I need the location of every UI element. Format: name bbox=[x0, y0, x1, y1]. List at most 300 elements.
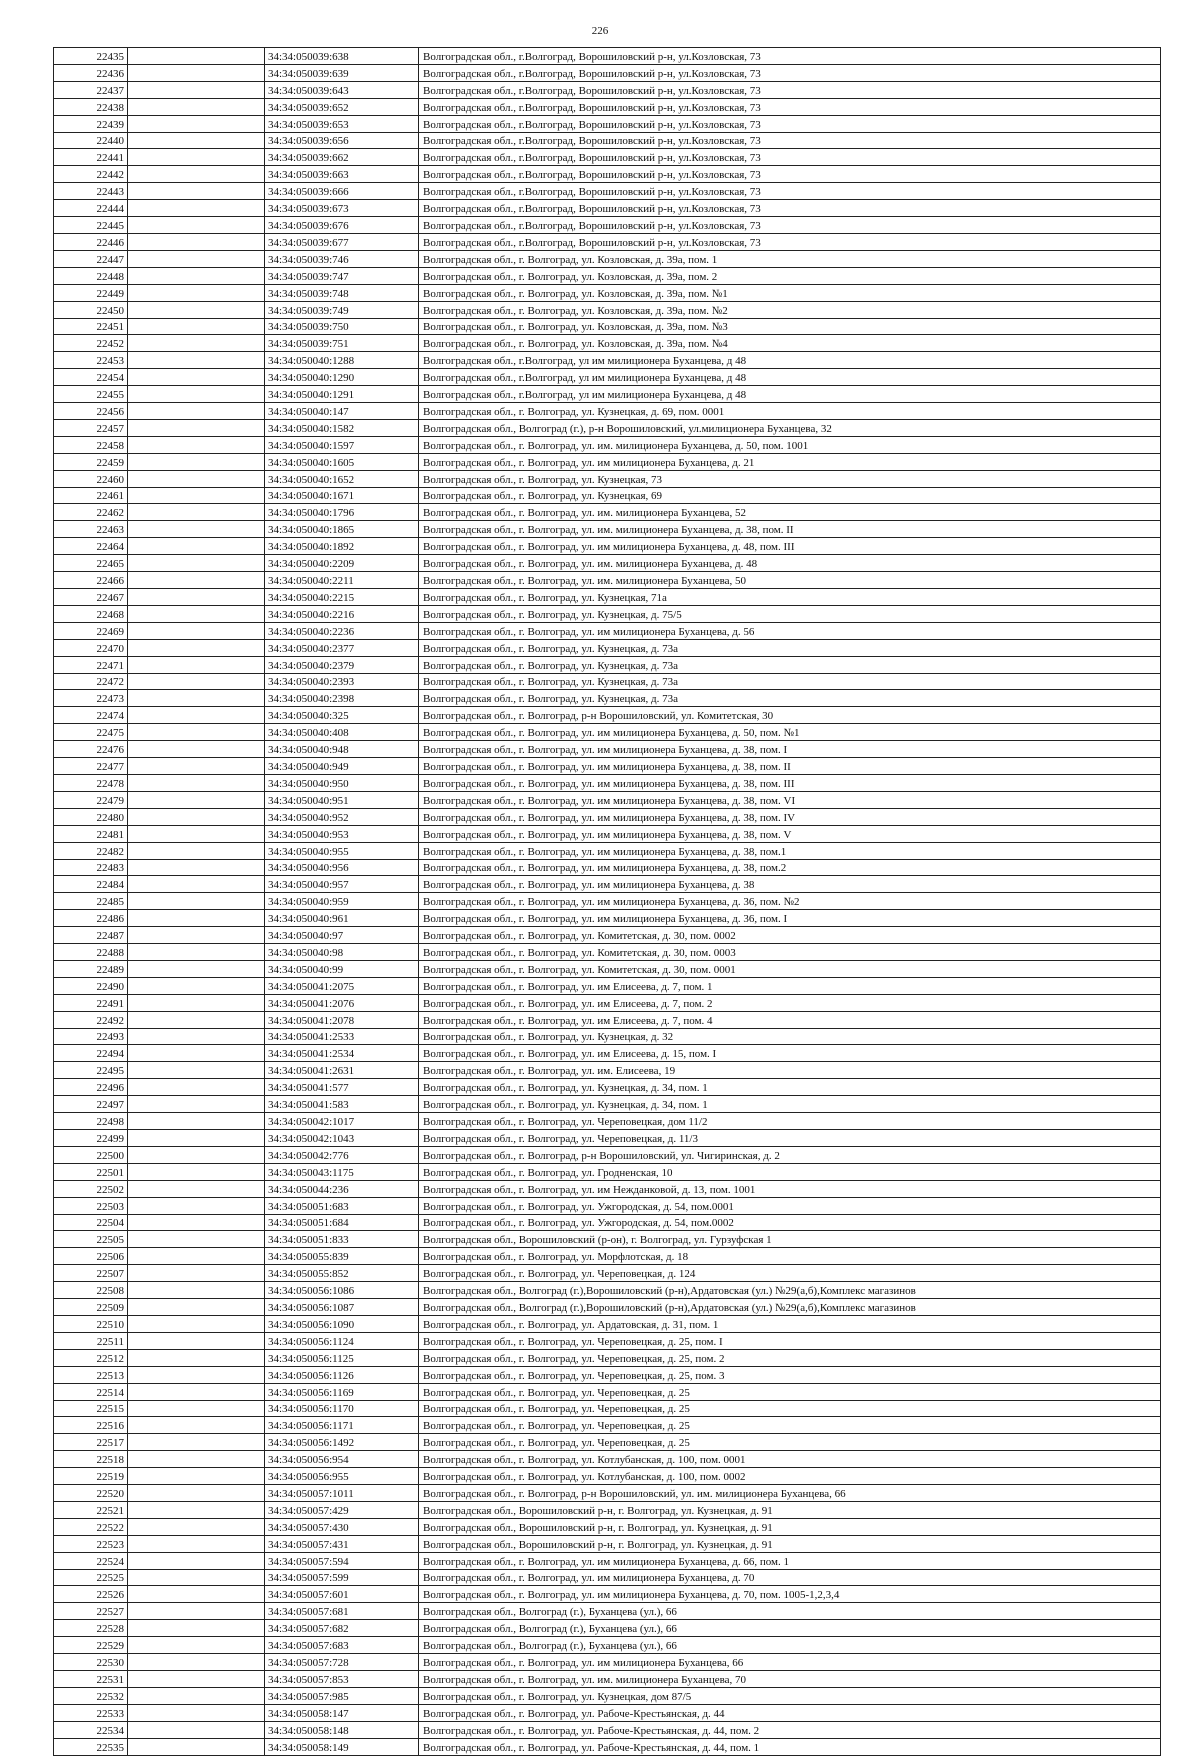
cadastral-number-cell: 34:34:050043:1175 bbox=[265, 1163, 419, 1180]
table-row bbox=[54, 1671, 1161, 1688]
row-number-cell: 22491 bbox=[54, 994, 128, 1011]
empty-cell bbox=[128, 200, 265, 217]
row-number-cell: 22530 bbox=[54, 1654, 128, 1671]
table-row bbox=[54, 1315, 1161, 1332]
table-row bbox=[54, 555, 1161, 572]
cadastral-number-cell: 34:34:050040:1865 bbox=[265, 521, 419, 538]
empty-cell bbox=[128, 707, 265, 724]
row-number-cell: 22460 bbox=[54, 470, 128, 487]
table-row bbox=[54, 656, 1161, 673]
row-number-cell: 22444 bbox=[54, 200, 128, 217]
cadastral-number-cell: 34:34:050039:750 bbox=[265, 318, 419, 335]
address-cell: Волгоградская обл., г. Волгоград, ул. им милиционера Буханцева, 66 bbox=[419, 1654, 1161, 1671]
row-number-cell: 22458 bbox=[54, 436, 128, 453]
cadastral-number-cell: 34:34:050039:666 bbox=[265, 183, 419, 200]
row-number-cell: 22453 bbox=[54, 352, 128, 369]
table-row bbox=[54, 1163, 1161, 1180]
row-number-cell: 22459 bbox=[54, 453, 128, 470]
address-cell: Волгоградская обл., г.Волгоград, Ворошиловский р-н, ул.Козловская, 73 bbox=[419, 200, 1161, 217]
table-row bbox=[54, 1637, 1161, 1654]
cadastral-number-cell: 34:34:050056:1090 bbox=[265, 1315, 419, 1332]
row-number-cell: 22456 bbox=[54, 403, 128, 420]
address-cell: Волгоградская обл., г. Волгоград, ул. им милиционера Буханцева, д. 48, пом. III bbox=[419, 538, 1161, 555]
empty-cell bbox=[128, 1485, 265, 1502]
cadastral-number-cell: 34:34:050039:673 bbox=[265, 200, 419, 217]
cadastral-number-cell: 34:34:050058:149 bbox=[265, 1738, 419, 1755]
row-number-cell: 22467 bbox=[54, 589, 128, 606]
cadastral-number-cell: 34:34:050056:1086 bbox=[265, 1282, 419, 1299]
table-row bbox=[54, 910, 1161, 927]
empty-cell bbox=[128, 487, 265, 504]
empty-cell bbox=[128, 233, 265, 250]
table-row bbox=[54, 1180, 1161, 1197]
cadastral-number-cell: 34:34:050040:949 bbox=[265, 758, 419, 775]
address-cell: Волгоградская обл., г. Волгоград, ул. Череповецкая, д. 25 bbox=[419, 1417, 1161, 1434]
table-row bbox=[54, 1552, 1161, 1569]
table-row bbox=[54, 1028, 1161, 1045]
empty-cell bbox=[128, 605, 265, 622]
cadastral-number-cell: 34:34:050056:1492 bbox=[265, 1434, 419, 1451]
address-cell: Волгоградская обл., г. Волгоград, ул. Козловская, д. 39а, пом. №3 bbox=[419, 318, 1161, 335]
cadastral-number-cell: 34:34:050039:643 bbox=[265, 81, 419, 98]
table-row bbox=[54, 876, 1161, 893]
cadastral-number-cell: 34:34:050056:955 bbox=[265, 1468, 419, 1485]
table-row bbox=[54, 318, 1161, 335]
row-number-cell: 22518 bbox=[54, 1451, 128, 1468]
address-cell: Волгоградская обл., г. Волгоград, р-н Ворошиловский, ул. им. милиционера Буханцева, 66 bbox=[419, 1485, 1161, 1502]
cadastral-number-cell: 34:34:050040:948 bbox=[265, 741, 419, 758]
address-cell: Волгоградская обл., г. Волгоград, ул. им милиционера Буханцева, д. 38, пом.1 bbox=[419, 842, 1161, 859]
empty-cell bbox=[128, 927, 265, 944]
address-cell: Волгоградская обл., г. Волгоград, ул. Гродненская, 10 bbox=[419, 1163, 1161, 1180]
empty-cell bbox=[128, 81, 265, 98]
cadastral-number-cell: 34:34:050041:577 bbox=[265, 1079, 419, 1096]
empty-cell bbox=[128, 977, 265, 994]
cadastral-number-cell: 34:34:050041:2534 bbox=[265, 1045, 419, 1062]
empty-cell bbox=[128, 318, 265, 335]
cadastral-number-cell: 34:34:050040:1796 bbox=[265, 504, 419, 521]
table-row bbox=[54, 1349, 1161, 1366]
row-number-cell: 22468 bbox=[54, 605, 128, 622]
empty-cell bbox=[128, 217, 265, 234]
table-row bbox=[54, 419, 1161, 436]
address-cell: Волгоградская обл., г. Волгоград, ул. Кузнецкая, 69 bbox=[419, 487, 1161, 504]
address-cell: Волгоградская обл., г. Волгоград, ул. Череповецкая, д. 11/3 bbox=[419, 1130, 1161, 1147]
row-number-cell: 22451 bbox=[54, 318, 128, 335]
table-body bbox=[54, 48, 1161, 1756]
address-cell: Волгоградская обл., г. Волгоград, ул. им милиционера Буханцева, д. 38, пом. II bbox=[419, 758, 1161, 775]
empty-cell bbox=[128, 352, 265, 369]
row-number-cell: 22509 bbox=[54, 1299, 128, 1316]
table-row bbox=[54, 1248, 1161, 1265]
address-cell: Волгоградская обл., Ворошиловский р-н, г. Волгоград, ул. Кузнецкая, д. 91 bbox=[419, 1535, 1161, 1552]
row-number-cell: 22454 bbox=[54, 369, 128, 386]
address-cell: Волгоградская обл., г.Волгоград, Ворошиловский р-н, ул.Козловская, 73 bbox=[419, 81, 1161, 98]
table-row bbox=[54, 487, 1161, 504]
table-row bbox=[54, 1687, 1161, 1704]
address-cell: Волгоградская обл., г. Волгоград, ул. Ужгородская, д. 54, пом.0001 bbox=[419, 1197, 1161, 1214]
cadastral-number-cell: 34:34:050040:2209 bbox=[265, 555, 419, 572]
empty-cell bbox=[128, 1214, 265, 1231]
row-number-cell: 22445 bbox=[54, 217, 128, 234]
address-cell: Волгоградская обл., г. Волгоград, ул. Котлубанская, д. 100, пом. 0002 bbox=[419, 1468, 1161, 1485]
table-row bbox=[54, 808, 1161, 825]
row-number-cell: 22481 bbox=[54, 825, 128, 842]
address-cell: Волгоградская обл., Ворошиловский р-н, г. Волгоград, ул. Кузнецкая, д. 91 bbox=[419, 1501, 1161, 1518]
empty-cell bbox=[128, 1687, 265, 1704]
row-number-cell: 22469 bbox=[54, 622, 128, 639]
row-number-cell: 22482 bbox=[54, 842, 128, 859]
address-cell: Волгоградская обл., г. Волгоград, ул. Ардатовская, д. 31, пом. 1 bbox=[419, 1315, 1161, 1332]
address-cell: Волгоградская обл., г. Волгоград, ул. Козловская, д. 39а, пом. №4 bbox=[419, 335, 1161, 352]
row-number-cell: 22496 bbox=[54, 1079, 128, 1096]
cadastral-number-cell: 34:34:050042:1043 bbox=[265, 1130, 419, 1147]
table-row bbox=[54, 1146, 1161, 1163]
address-cell: Волгоградская обл., г. Волгоград, ул. им милиционера Буханцева, д. 66, пом. 1 bbox=[419, 1552, 1161, 1569]
empty-cell bbox=[128, 1586, 265, 1603]
table-row bbox=[54, 1096, 1161, 1113]
row-number-cell: 22511 bbox=[54, 1332, 128, 1349]
table-row bbox=[54, 859, 1161, 876]
empty-cell bbox=[128, 1146, 265, 1163]
row-number-cell: 22512 bbox=[54, 1349, 128, 1366]
empty-cell bbox=[128, 436, 265, 453]
empty-cell bbox=[128, 1738, 265, 1755]
empty-cell bbox=[128, 1011, 265, 1028]
empty-cell bbox=[128, 453, 265, 470]
row-number-cell: 22465 bbox=[54, 555, 128, 572]
row-number-cell: 22471 bbox=[54, 656, 128, 673]
row-number-cell: 22503 bbox=[54, 1197, 128, 1214]
cadastral-number-cell: 34:34:050039:653 bbox=[265, 115, 419, 132]
empty-cell bbox=[128, 1096, 265, 1113]
cadastral-number-cell: 34:34:050055:839 bbox=[265, 1248, 419, 1265]
address-cell: Волгоградская обл., Волгоград (г.), р-н Ворошиловский, ул.милиционера Буханцева, 32 bbox=[419, 419, 1161, 436]
empty-cell bbox=[128, 944, 265, 961]
cadastral-number-cell: 34:34:050044:236 bbox=[265, 1180, 419, 1197]
empty-cell bbox=[128, 521, 265, 538]
empty-cell bbox=[128, 774, 265, 791]
address-cell: Волгоградская обл., г. Волгоград, ул. им. милиционера Буханцева, д. 50, пом. 1001 bbox=[419, 436, 1161, 453]
address-cell: Волгоградская обл., г. Волгоград, ул. Череповецкая, д. 25 bbox=[419, 1383, 1161, 1400]
table-row bbox=[54, 774, 1161, 791]
cadastral-number-cell: 34:34:050042:1017 bbox=[265, 1113, 419, 1130]
address-cell: Волгоградская обл., г. Волгоград, ул. им милиционера Буханцева, д. 38, пом.2 bbox=[419, 859, 1161, 876]
cadastral-number-cell: 34:34:050040:97 bbox=[265, 927, 419, 944]
row-number-cell: 22531 bbox=[54, 1671, 128, 1688]
cadastral-number-cell: 34:34:050040:2216 bbox=[265, 605, 419, 622]
cadastral-number-cell: 34:34:050057:683 bbox=[265, 1637, 419, 1654]
empty-cell bbox=[128, 589, 265, 606]
cadastral-number-cell: 34:34:050040:2211 bbox=[265, 572, 419, 589]
empty-cell bbox=[128, 1637, 265, 1654]
cadastral-number-cell: 34:34:050040:952 bbox=[265, 808, 419, 825]
row-number-cell: 22502 bbox=[54, 1180, 128, 1197]
cadastral-number-cell: 34:34:050056:1170 bbox=[265, 1400, 419, 1417]
cadastral-number-cell: 34:34:050040:1291 bbox=[265, 386, 419, 403]
table-row bbox=[54, 98, 1161, 115]
address-cell: Волгоградская обл., г.Волгоград, ул им милиционера Буханцева, д 48 bbox=[419, 352, 1161, 369]
cadastral-number-cell: 34:34:050039:749 bbox=[265, 301, 419, 318]
table-row bbox=[54, 403, 1161, 420]
cadastral-number-cell: 34:34:050040:961 bbox=[265, 910, 419, 927]
table-row bbox=[54, 453, 1161, 470]
table-row bbox=[54, 81, 1161, 98]
address-cell: Волгоградская обл., г. Волгоград, ул. Комитетская, д. 30, пом. 0003 bbox=[419, 944, 1161, 961]
cadastral-number-cell: 34:34:050040:99 bbox=[265, 960, 419, 977]
page-number: 226 bbox=[591, 25, 609, 37]
cadastral-number-cell: 34:34:050057:429 bbox=[265, 1501, 419, 1518]
empty-cell bbox=[128, 639, 265, 656]
row-number-cell: 22441 bbox=[54, 149, 128, 166]
empty-cell bbox=[128, 1383, 265, 1400]
row-number-cell: 22500 bbox=[54, 1146, 128, 1163]
cadastral-number-cell: 34:34:050040:959 bbox=[265, 893, 419, 910]
cadastral-number-cell: 34:34:050040:2215 bbox=[265, 589, 419, 606]
table-row bbox=[54, 977, 1161, 994]
cadastral-number-cell: 34:34:050040:1671 bbox=[265, 487, 419, 504]
table-row bbox=[54, 1400, 1161, 1417]
row-number-cell: 22521 bbox=[54, 1501, 128, 1518]
cadastral-number-cell: 34:34:050041:2631 bbox=[265, 1062, 419, 1079]
row-number-cell: 22498 bbox=[54, 1113, 128, 1130]
row-number-cell: 22488 bbox=[54, 944, 128, 961]
empty-cell bbox=[128, 183, 265, 200]
empty-cell bbox=[128, 1721, 265, 1738]
row-number-cell: 22474 bbox=[54, 707, 128, 724]
table-row bbox=[54, 605, 1161, 622]
cadastral-number-cell: 34:34:050040:98 bbox=[265, 944, 419, 961]
cadastral-number-cell: 34:34:050039:747 bbox=[265, 267, 419, 284]
row-number-cell: 22463 bbox=[54, 521, 128, 538]
cadastral-number-cell: 34:34:050039:638 bbox=[265, 48, 419, 65]
empty-cell bbox=[128, 1265, 265, 1282]
table-row bbox=[54, 301, 1161, 318]
address-cell: Волгоградская обл., г. Волгоград, ул. Рабоче-Крестьянская, д. 44, пом. 2 bbox=[419, 1721, 1161, 1738]
address-cell: Волгоградская обл., г. Волгоград, ул. им милиционера Буханцева, д. 38, пом. III bbox=[419, 774, 1161, 791]
table-row bbox=[54, 1518, 1161, 1535]
cadastral-number-cell: 34:34:050039:662 bbox=[265, 149, 419, 166]
address-cell: Волгоградская обл., г.Волгоград, ул им милиционера Буханцева, д 48 bbox=[419, 369, 1161, 386]
empty-cell bbox=[128, 166, 265, 183]
empty-cell bbox=[128, 673, 265, 690]
cadastral-number-cell: 34:34:050040:1290 bbox=[265, 369, 419, 386]
row-number-cell: 22489 bbox=[54, 960, 128, 977]
row-number-cell: 22526 bbox=[54, 1586, 128, 1603]
table-row bbox=[54, 1434, 1161, 1451]
empty-cell bbox=[128, 758, 265, 775]
table-row bbox=[54, 741, 1161, 758]
empty-cell bbox=[128, 555, 265, 572]
address-cell: Волгоградская обл., г. Волгоград, ул. Кузнецкая, 71а bbox=[419, 589, 1161, 606]
row-number-cell: 22493 bbox=[54, 1028, 128, 1045]
table-row bbox=[54, 960, 1161, 977]
address-cell: Волгоградская обл., г. Волгоград, ул. Козловская, д. 39а, пом. 1 bbox=[419, 250, 1161, 267]
empty-cell bbox=[128, 1704, 265, 1721]
row-number-cell: 22464 bbox=[54, 538, 128, 555]
empty-cell bbox=[128, 98, 265, 115]
address-cell: Волгоградская обл., г. Волгоград, ул. им милиционера Буханцева, д. 38, пом. I bbox=[419, 741, 1161, 758]
address-cell: Волгоградская обл., г. Волгоград, ул. им. милиционера Буханцева, 50 bbox=[419, 572, 1161, 589]
empty-cell bbox=[128, 1620, 265, 1637]
row-number-cell: 22477 bbox=[54, 758, 128, 775]
address-cell: Волгоградская обл., г. Волгоград, ул. Кузнецкая, 73 bbox=[419, 470, 1161, 487]
address-cell: Волгоградская обл., г. Волгоград, ул. Череповецкая, д. 25 bbox=[419, 1434, 1161, 1451]
row-number-cell: 22449 bbox=[54, 284, 128, 301]
cadastral-number-cell: 34:34:050058:148 bbox=[265, 1721, 419, 1738]
empty-cell bbox=[128, 1315, 265, 1332]
cadastral-number-cell: 34:34:050056:1087 bbox=[265, 1299, 419, 1316]
address-cell: Волгоградская обл., г.Волгоград, Ворошиловский р-н, ул.Козловская, 73 bbox=[419, 217, 1161, 234]
address-cell: Волгоградская обл., г. Волгоград, ул. Кузнецкая, д. 75/5 bbox=[419, 605, 1161, 622]
address-cell: Волгоградская обл., г. Волгоград, ул. им. милиционера Буханцева, д. 48 bbox=[419, 555, 1161, 572]
address-cell: Волгоградская обл., г.Волгоград, Ворошиловский р-н, ул.Козловская, 73 bbox=[419, 166, 1161, 183]
empty-cell bbox=[128, 1349, 265, 1366]
address-cell: Волгоградская обл., г.Волгоград, Ворошиловский р-н, ул.Козловская, 73 bbox=[419, 98, 1161, 115]
cadastral-number-cell: 34:34:050039:677 bbox=[265, 233, 419, 250]
cadastral-number-cell: 34:34:050040:2379 bbox=[265, 656, 419, 673]
address-cell: Волгоградская обл., г. Волгоград, ул. Кузнецкая, дом 87/5 bbox=[419, 1687, 1161, 1704]
cadastral-number-cell: 34:34:050040:951 bbox=[265, 791, 419, 808]
empty-cell bbox=[128, 301, 265, 318]
address-cell: Волгоградская обл., г.Волгоград, Ворошиловский р-н, ул.Козловская, 73 bbox=[419, 64, 1161, 81]
cadastral-number-cell: 34:34:050040:957 bbox=[265, 876, 419, 893]
cadastral-number-cell: 34:34:050039:656 bbox=[265, 132, 419, 149]
row-number-cell: 22520 bbox=[54, 1485, 128, 1502]
cadastral-number-cell: 34:34:050040:953 bbox=[265, 825, 419, 842]
address-cell: Волгоградская обл., г. Волгоград, ул. им милиционера Буханцева, д. 38, пом. VI bbox=[419, 791, 1161, 808]
address-cell: Волгоградская обл., г. Волгоград, ул. Череповецкая, д. 25, пом. 2 bbox=[419, 1349, 1161, 1366]
empty-cell bbox=[128, 893, 265, 910]
address-cell: Волгоградская обл., г. Волгоград, ул. Кузнецкая, д. 69, пом. 0001 bbox=[419, 403, 1161, 420]
row-number-cell: 22461 bbox=[54, 487, 128, 504]
empty-cell bbox=[128, 1434, 265, 1451]
table-row bbox=[54, 1130, 1161, 1147]
table-row bbox=[54, 1603, 1161, 1620]
empty-cell bbox=[128, 1518, 265, 1535]
cadastral-number-cell: 34:34:050039:746 bbox=[265, 250, 419, 267]
address-cell: Волгоградская обл., г. Волгоград, ул. Рабоче-Крестьянская, д. 44, пом. 1 bbox=[419, 1738, 1161, 1755]
table-row bbox=[54, 149, 1161, 166]
address-cell: Волгоградская обл., г.Волгоград, ул им милиционера Буханцева, д 48 bbox=[419, 386, 1161, 403]
cadastral-number-cell: 34:34:050057:599 bbox=[265, 1569, 419, 1586]
cadastral-number-cell: 34:34:050056:1126 bbox=[265, 1366, 419, 1383]
empty-cell bbox=[128, 403, 265, 420]
row-number-cell: 22533 bbox=[54, 1704, 128, 1721]
address-cell: Волгоградская обл., г. Волгоград, ул. Комитетская, д. 30, пом. 0001 bbox=[419, 960, 1161, 977]
table-row bbox=[54, 1620, 1161, 1637]
cadastral-number-cell: 34:34:050039:639 bbox=[265, 64, 419, 81]
address-cell: Волгоградская обл., г.Волгоград, Ворошиловский р-н, ул.Козловская, 73 bbox=[419, 149, 1161, 166]
cadastral-number-cell: 34:34:050057:853 bbox=[265, 1671, 419, 1688]
row-number-cell: 22470 bbox=[54, 639, 128, 656]
cadastral-number-cell: 34:34:050039:748 bbox=[265, 284, 419, 301]
empty-cell bbox=[128, 1569, 265, 1586]
row-number-cell: 22510 bbox=[54, 1315, 128, 1332]
cadastral-number-cell: 34:34:050041:2076 bbox=[265, 994, 419, 1011]
empty-cell bbox=[128, 386, 265, 403]
row-number-cell: 22438 bbox=[54, 98, 128, 115]
address-cell: Волгоградская обл., г. Волгоград, ул. Кузнецкая, д. 34, пом. 1 bbox=[419, 1079, 1161, 1096]
empty-cell bbox=[128, 859, 265, 876]
table-row bbox=[54, 1282, 1161, 1299]
empty-cell bbox=[128, 1535, 265, 1552]
row-number-cell: 22495 bbox=[54, 1062, 128, 1079]
row-number-cell: 22497 bbox=[54, 1096, 128, 1113]
row-number-cell: 22480 bbox=[54, 808, 128, 825]
row-number-cell: 22508 bbox=[54, 1282, 128, 1299]
row-number-cell: 22455 bbox=[54, 386, 128, 403]
address-cell: Волгоградская обл., г. Волгоград, ул. Череповецкая, д. 25, пом. 3 bbox=[419, 1366, 1161, 1383]
row-number-cell: 22514 bbox=[54, 1383, 128, 1400]
address-cell: Волгоградская обл., г. Волгоград, ул. Козловская, д. 39а, пом. 2 bbox=[419, 267, 1161, 284]
cadastral-number-cell: 34:34:050040:1892 bbox=[265, 538, 419, 555]
row-number-cell: 22447 bbox=[54, 250, 128, 267]
table-row bbox=[54, 183, 1161, 200]
table-row bbox=[54, 217, 1161, 234]
cadastral-number-cell: 34:34:050057:594 bbox=[265, 1552, 419, 1569]
table-row bbox=[54, 115, 1161, 132]
address-cell: Волгоградская обл., г. Волгоград, ул. им милиционера Буханцева, д. 38 bbox=[419, 876, 1161, 893]
address-cell: Волгоградская обл., г. Волгоград, ул. им Елисеева, д. 7, пом. 1 bbox=[419, 977, 1161, 994]
table-row bbox=[54, 132, 1161, 149]
table-row bbox=[54, 48, 1161, 65]
table-row bbox=[54, 893, 1161, 910]
table-row bbox=[54, 64, 1161, 81]
cadastral-number-cell: 34:34:050041:2078 bbox=[265, 1011, 419, 1028]
row-number-cell: 22483 bbox=[54, 859, 128, 876]
address-cell: Волгоградская обл., г. Волгоград, ул. им милиционера Буханцева, д. 36, пом. I bbox=[419, 910, 1161, 927]
address-cell: Волгоградская обл., г. Волгоград, ул. Кузнецкая, д. 73а bbox=[419, 690, 1161, 707]
empty-cell bbox=[128, 960, 265, 977]
row-number-cell: 22519 bbox=[54, 1468, 128, 1485]
row-number-cell: 22516 bbox=[54, 1417, 128, 1434]
address-cell: Волгоградская обл., г. Волгоград, ул. Козловская, д. 39а, пом. №2 bbox=[419, 301, 1161, 318]
table-row bbox=[54, 200, 1161, 217]
cadastral-number-cell: 34:34:050056:1125 bbox=[265, 1349, 419, 1366]
row-number-cell: 22490 bbox=[54, 977, 128, 994]
cadastral-number-cell: 34:34:050039:676 bbox=[265, 217, 419, 234]
row-number-cell: 22501 bbox=[54, 1163, 128, 1180]
table-row bbox=[54, 1468, 1161, 1485]
cadastral-number-cell: 34:34:050057:1011 bbox=[265, 1485, 419, 1502]
address-cell: Волгоградская обл., г. Волгоград, ул. Морфлотская, д. 18 bbox=[419, 1248, 1161, 1265]
empty-cell bbox=[128, 470, 265, 487]
address-cell: Волгоградская обл., г. Волгоград, р-н Ворошиловский, ул. Чигиринская, д. 2 bbox=[419, 1146, 1161, 1163]
row-number-cell: 22504 bbox=[54, 1214, 128, 1231]
address-cell: Волгоградская обл., г. Волгоград, ул. Ужгородская, д. 54, пом.0002 bbox=[419, 1214, 1161, 1231]
table-row bbox=[54, 1417, 1161, 1434]
table-row bbox=[54, 639, 1161, 656]
table-row bbox=[54, 842, 1161, 859]
row-number-cell: 22506 bbox=[54, 1248, 128, 1265]
address-cell: Волгоградская обл., г. Волгоград, ул. им милиционера Буханцева, д. 38, пом. IV bbox=[419, 808, 1161, 825]
empty-cell bbox=[128, 910, 265, 927]
table-row bbox=[54, 707, 1161, 724]
empty-cell bbox=[128, 1062, 265, 1079]
cadastral-number-cell: 34:34:050058:147 bbox=[265, 1704, 419, 1721]
table-row bbox=[54, 1535, 1161, 1552]
address-cell: Волгоградская обл., г. Волгоград, ул. им Елисеева, д. 7, пом. 2 bbox=[419, 994, 1161, 1011]
row-number-cell: 22522 bbox=[54, 1518, 128, 1535]
address-cell: Волгоградская обл., г. Волгоград, ул. им милиционера Буханцева, д. 70, пом. 1005-1,2,3,4 bbox=[419, 1586, 1161, 1603]
table-row bbox=[54, 690, 1161, 707]
row-number-cell: 22475 bbox=[54, 724, 128, 741]
address-cell: Волгоградская обл., г. Волгоград, ул. им. Елисеева, 19 bbox=[419, 1062, 1161, 1079]
empty-cell bbox=[128, 1366, 265, 1383]
cadastral-number-cell: 34:34:050039:751 bbox=[265, 335, 419, 352]
empty-cell bbox=[128, 1299, 265, 1316]
